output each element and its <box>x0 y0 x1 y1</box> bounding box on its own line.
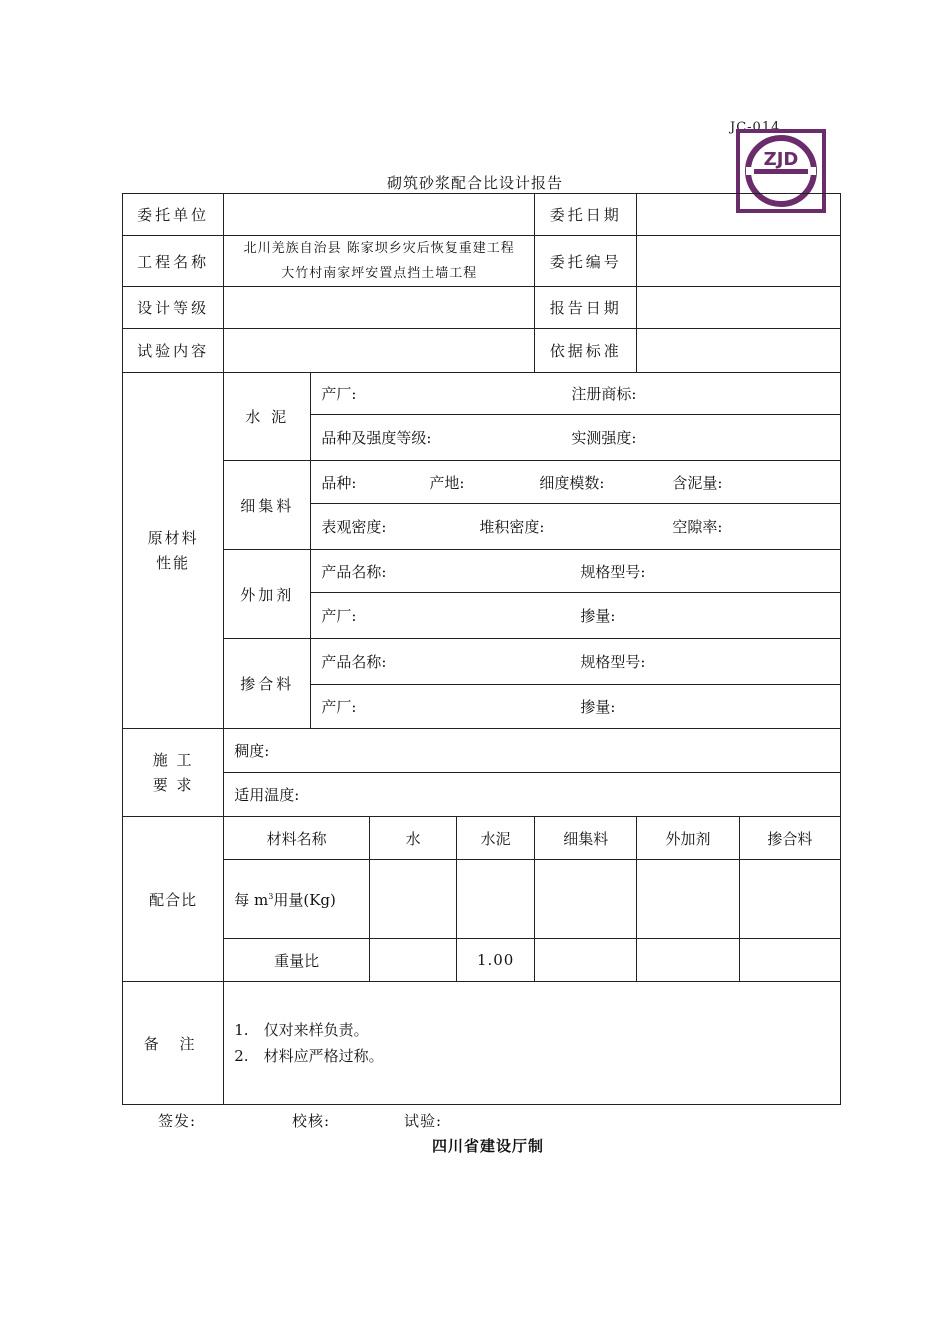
test-content-field[interactable] <box>224 329 535 373</box>
consistency-field[interactable]: 稠度: <box>224 729 841 773</box>
remark-line-2: 2. 材料应严格过称。 <box>234 1047 384 1065</box>
entrust-date-label: 委托日期 <box>535 194 637 236</box>
project-row <box>123 236 841 287</box>
svg-text:ZJD: ZJD <box>763 149 799 170</box>
report-title: 砌筑砂浆配合比设计报告 <box>386 174 563 192</box>
mix-usage-row <box>123 860 841 939</box>
mix-ratio-cement[interactable]: 1.00 <box>457 939 535 982</box>
admixture-product-name: 产品名称: <box>321 562 387 581</box>
remarks-label: 备 注 <box>123 982 224 1105</box>
cement-grade: 品种及强度等级: <box>321 429 432 447</box>
remarks-row <box>123 982 841 1105</box>
project-label: 工程名称 <box>123 236 224 287</box>
temperature-field[interactable]: 适用温度: <box>224 773 841 817</box>
admixture-manufacturer: 产厂: <box>321 607 357 625</box>
mix-usage-cement[interactable] <box>457 860 535 939</box>
mix-usage-label <box>224 860 370 939</box>
cement-field-2[interactable] <box>311 415 841 461</box>
fine-aggregate-apparent-density: 表观密度: <box>321 518 387 536</box>
entrust-date-field[interactable] <box>637 194 841 236</box>
report-date-label: 报告日期 <box>535 287 637 329</box>
admixture-dosage: 掺量: <box>580 607 616 625</box>
client-label: 委托单位 <box>123 194 224 236</box>
design-grade-row <box>123 287 841 329</box>
fine-aggregate-row-1 <box>123 461 841 504</box>
admixture-field-1[interactable] <box>311 550 841 593</box>
test-content-row <box>123 329 841 373</box>
fine-aggregate-fineness: 细度模数: <box>539 473 605 492</box>
entrust-no-label: 委托编号 <box>535 236 637 287</box>
design-grade-label: 设计等级 <box>123 287 224 329</box>
admixture-row-1 <box>123 550 841 593</box>
usage-label-superscript: 3 <box>268 891 274 901</box>
mix-header-row <box>123 817 841 860</box>
addition-field-2[interactable] <box>311 685 841 729</box>
usage-label-suffix: 用量(Kg) <box>273 890 336 909</box>
construction-label-line2: 要 求 <box>152 775 194 794</box>
fine-aggregate-void-ratio: 空隙率: <box>672 518 723 536</box>
fine-aggregate-origin: 产地: <box>429 473 465 492</box>
addition-row-1 <box>123 639 841 685</box>
standard-label: 依据标准 <box>535 329 637 373</box>
cement-row-1 <box>123 373 841 415</box>
addition-spec: 规格型号: <box>580 653 646 671</box>
mix-usage-water[interactable] <box>370 860 457 939</box>
mix-header-addition: 掺合料 <box>739 817 840 860</box>
mix-ratio-label: 重量比 <box>224 939 370 982</box>
project-name-line1: 北川羌族自治县 陈家坝乡灾后恢复重建工程 <box>243 241 515 256</box>
fine-aggregate-bulk-density: 堆积密度: <box>479 518 545 536</box>
construction-row-2 <box>123 773 841 817</box>
construction-label <box>123 729 224 817</box>
test-content-label: 试验内容 <box>123 329 224 373</box>
issuer-text: 四川省建设厅制 <box>431 1137 544 1155</box>
mix-label: 配合比 <box>123 817 224 982</box>
fine-aggregate-variety: 品种: <box>321 473 357 492</box>
cement-field-1[interactable] <box>311 373 841 415</box>
design-grade-field[interactable] <box>224 287 535 329</box>
client-field[interactable] <box>224 194 535 236</box>
mix-header-admixture: 外加剂 <box>637 817 739 860</box>
review-label: 校核: <box>292 1112 331 1130</box>
construction-row-1 <box>123 729 841 773</box>
mix-usage-addition[interactable] <box>739 860 840 939</box>
mix-ratio-water[interactable] <box>370 939 457 982</box>
fine-aggregate-mud-content: 含泥量: <box>672 473 723 492</box>
remarks-field[interactable] <box>224 982 841 1105</box>
addition-label: 掺合料 <box>224 639 311 729</box>
fine-aggregate-field-1[interactable] <box>311 461 841 504</box>
remark-line-1: 1. 仅对来样负责。 <box>234 1021 369 1039</box>
mix-header-water: 水 <box>370 817 457 860</box>
addition-manufacturer: 产厂: <box>321 698 357 716</box>
standard-field[interactable] <box>637 329 841 373</box>
document-code: JC-014 <box>730 120 781 135</box>
addition-field-1[interactable] <box>311 639 841 685</box>
mix-ratio-fine-aggregate[interactable] <box>535 939 637 982</box>
materials-section-label <box>123 373 224 729</box>
cement-trademark: 注册商标: <box>571 385 637 403</box>
fine-aggregate-field-2[interactable] <box>311 504 841 550</box>
mix-header-fine-aggregate: 细集料 <box>535 817 637 860</box>
mix-header-material: 材料名称 <box>224 817 370 860</box>
report-date-field[interactable] <box>637 287 841 329</box>
mix-usage-admixture[interactable] <box>637 860 739 939</box>
client-row <box>123 194 841 236</box>
mix-usage-fine-aggregate[interactable] <box>535 860 637 939</box>
fine-aggregate-label: 细集料 <box>224 461 311 550</box>
cement-manufacturer: 产厂: <box>321 385 357 403</box>
materials-label-line2: 性能 <box>156 553 191 572</box>
addition-dosage: 掺量: <box>580 698 616 716</box>
cement-label: 水 泥 <box>224 373 311 461</box>
usage-label-prefix: 每 m <box>234 890 269 909</box>
entrust-no-field[interactable] <box>637 236 841 287</box>
admixture-field-2[interactable] <box>311 593 841 639</box>
cement-measured-strength: 实测强度: <box>571 429 637 447</box>
admixture-spec: 规格型号: <box>580 562 646 581</box>
mix-header-cement: 水泥 <box>457 817 535 860</box>
project-name-line2: 大竹村南家坪安置点挡土墙工程 <box>281 266 478 281</box>
mix-ratio-addition[interactable] <box>739 939 840 982</box>
report-form <box>122 193 841 1105</box>
admixture-label: 外加剂 <box>224 550 311 639</box>
sign-label: 签发: <box>158 1112 197 1130</box>
test-label: 试验: <box>404 1112 443 1130</box>
materials-label-line1: 原材料 <box>147 528 199 547</box>
mix-ratio-admixture[interactable] <box>637 939 739 982</box>
addition-product-name: 产品名称: <box>321 653 387 671</box>
construction-label-line1: 施 工 <box>152 750 194 769</box>
mix-ratio-row <box>123 939 841 982</box>
project-field[interactable] <box>224 236 535 287</box>
